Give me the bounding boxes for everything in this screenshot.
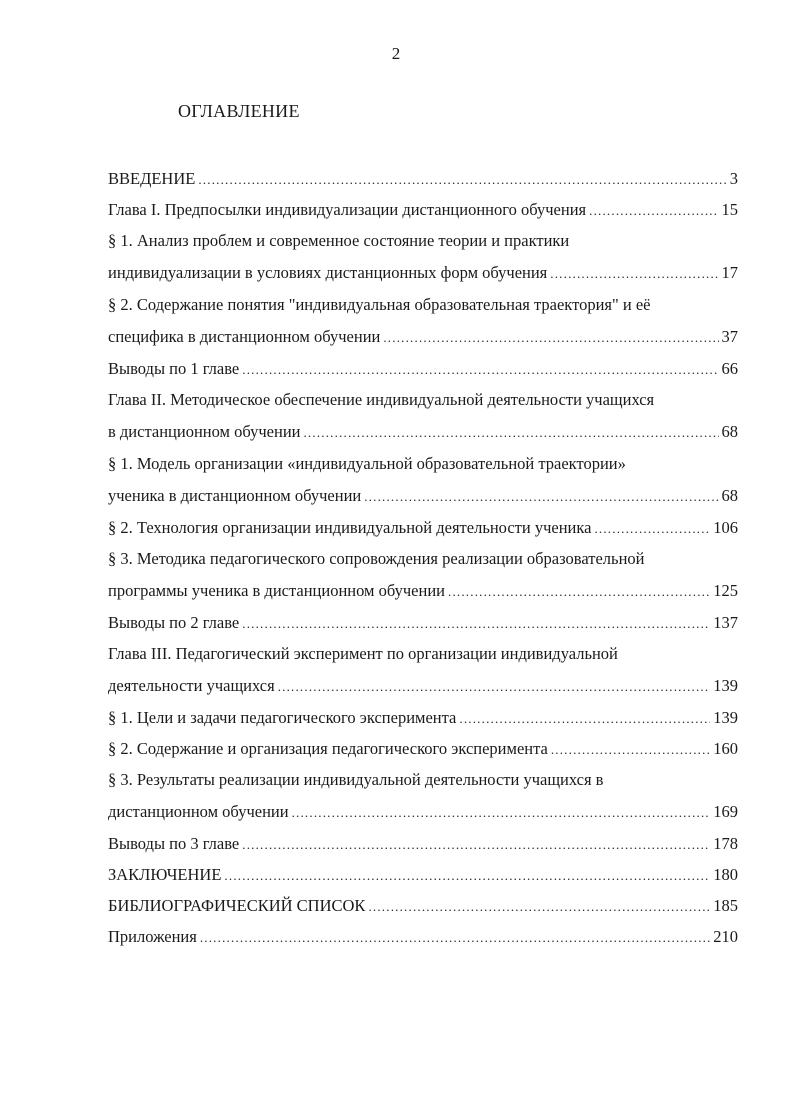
toc-entry-first-line: § 1. Модель организации «индивидуальной образовательной траектории» (108, 454, 626, 473)
toc-entry[interactable] (108, 670, 738, 702)
toc-entry-page: 37 (721, 327, 738, 346)
toc-entry-page: 139 (713, 708, 738, 727)
dot-leader (198, 164, 726, 195)
toc-entry-title: Приложения (108, 927, 197, 946)
toc-entry[interactable] (108, 796, 738, 828)
dot-leader (368, 891, 710, 922)
toc-entry-page: 106 (713, 518, 738, 537)
toc-entry[interactable] (108, 607, 738, 638)
toc-entry-page: 15 (721, 200, 738, 219)
toc-entry[interactable] (108, 512, 738, 543)
toc-entry-first-line: Глава III. Педагогический эксперимент по организации индивидуальной (108, 644, 618, 663)
page-number: 2 (391, 44, 401, 63)
table-of-contents (108, 163, 738, 952)
toc-entry-page: 178 (713, 834, 738, 853)
dot-leader (242, 829, 710, 860)
toc-entry-title: дистанционном обучении (108, 802, 289, 821)
dot-leader (550, 258, 718, 290)
toc-entry[interactable] (108, 194, 738, 225)
toc-entry-title: деятельности учащихся (108, 676, 275, 695)
toc-entry[interactable] (108, 416, 738, 448)
toc-entry-title: ВВЕДЕНИЕ (108, 169, 196, 188)
toc-entry-page: 68 (721, 422, 738, 441)
toc-entry-title: в дистанционном обучении (108, 422, 301, 441)
toc-entry[interactable] (108, 353, 738, 384)
toc-entry[interactable] (108, 859, 738, 890)
toc-entry[interactable] (108, 890, 738, 921)
dot-leader (278, 671, 711, 703)
toc-entry-title: Глава I. Предпосылки индивидуализации дистанционного обучения (108, 200, 587, 219)
toc-entry-title: БИБЛИОГРАФИЧЕСКИЙ СПИСОК (108, 896, 366, 915)
dot-leader (224, 860, 710, 891)
toc-entry-page: 68 (721, 486, 738, 505)
toc-entry-page: 185 (713, 896, 738, 915)
toc-entry[interactable] (108, 575, 738, 607)
dot-leader (551, 734, 710, 765)
dot-leader (459, 703, 710, 734)
toc-entry[interactable] (108, 257, 738, 289)
toc-entry-page: 137 (713, 613, 738, 632)
toc-rows (108, 163, 738, 952)
toc-entry-title: индивидуализации в условиях дистанционных форм обучения (108, 263, 548, 282)
toc-entry-title: специфика в дистанционном обучении (108, 327, 381, 346)
toc-entry-page: 169 (713, 802, 738, 821)
dot-leader (589, 195, 718, 226)
dot-leader (303, 417, 718, 449)
dot-leader (448, 576, 710, 608)
dot-leader (242, 354, 718, 385)
dot-leader (364, 481, 718, 513)
toc-entry[interactable] (108, 480, 738, 512)
toc-title: ОГЛАВЛЕНИЕ (178, 101, 300, 121)
dot-leader (200, 922, 710, 953)
dot-leader (292, 797, 711, 829)
toc-entry-title: ЗАКЛЮЧЕНИЕ (108, 865, 222, 884)
toc-entry[interactable] (108, 702, 738, 733)
toc-entry-page: 210 (713, 927, 738, 946)
toc-entry-title: § 1. Цели и задачи педагогического эксперимента (108, 708, 457, 727)
dot-leader (383, 322, 718, 354)
toc-entry-title: программы ученика в дистанционном обучении (108, 581, 445, 600)
toc-entry-page: 17 (721, 263, 738, 282)
toc-entry-title: ученика в дистанционном обучении (108, 486, 362, 505)
toc-entry-title: Выводы по 3 главе (108, 834, 240, 853)
toc-entry-page: 160 (713, 739, 738, 758)
toc-entry-first-line: § 3. Методика педагогического сопровождения реализации образовательной (108, 549, 645, 568)
toc-entry[interactable] (108, 828, 738, 859)
toc-entry[interactable] (108, 321, 738, 353)
toc-entry-page: 180 (713, 865, 738, 884)
toc-entry-first-line: § 3. Результаты реализации индивидуальной деятельности учащихся в (108, 770, 604, 789)
toc-entry-page: 139 (713, 676, 738, 695)
toc-entry[interactable] (108, 163, 738, 194)
toc-entry-page: 66 (721, 359, 738, 378)
toc-entry-page: 3 (729, 169, 738, 188)
toc-entry-first-line: Глава II. Методическое обеспечение индивидуальной деятельности учащихся (108, 390, 655, 409)
toc-entry-title: Выводы по 2 главе (108, 613, 240, 632)
toc-entry[interactable] (108, 733, 738, 764)
toc-entry-title: § 2. Содержание и организация педагогического эксперимента (108, 739, 548, 758)
toc-entry-first-line: § 1. Анализ проблем и современное состояние теории и практики (108, 231, 570, 250)
dot-leader (242, 608, 710, 639)
toc-entry[interactable] (108, 921, 738, 952)
toc-entry-title: § 2. Технология организации индивидуальной деятельности ученика (108, 518, 592, 537)
dot-leader (594, 513, 710, 544)
toc-entry-title: Выводы по 1 главе (108, 359, 240, 378)
toc-entry-page: 125 (713, 581, 738, 600)
toc-entry-first-line: § 2. Содержание понятия "индивидуальная образовательная траектория" и её (108, 295, 651, 314)
